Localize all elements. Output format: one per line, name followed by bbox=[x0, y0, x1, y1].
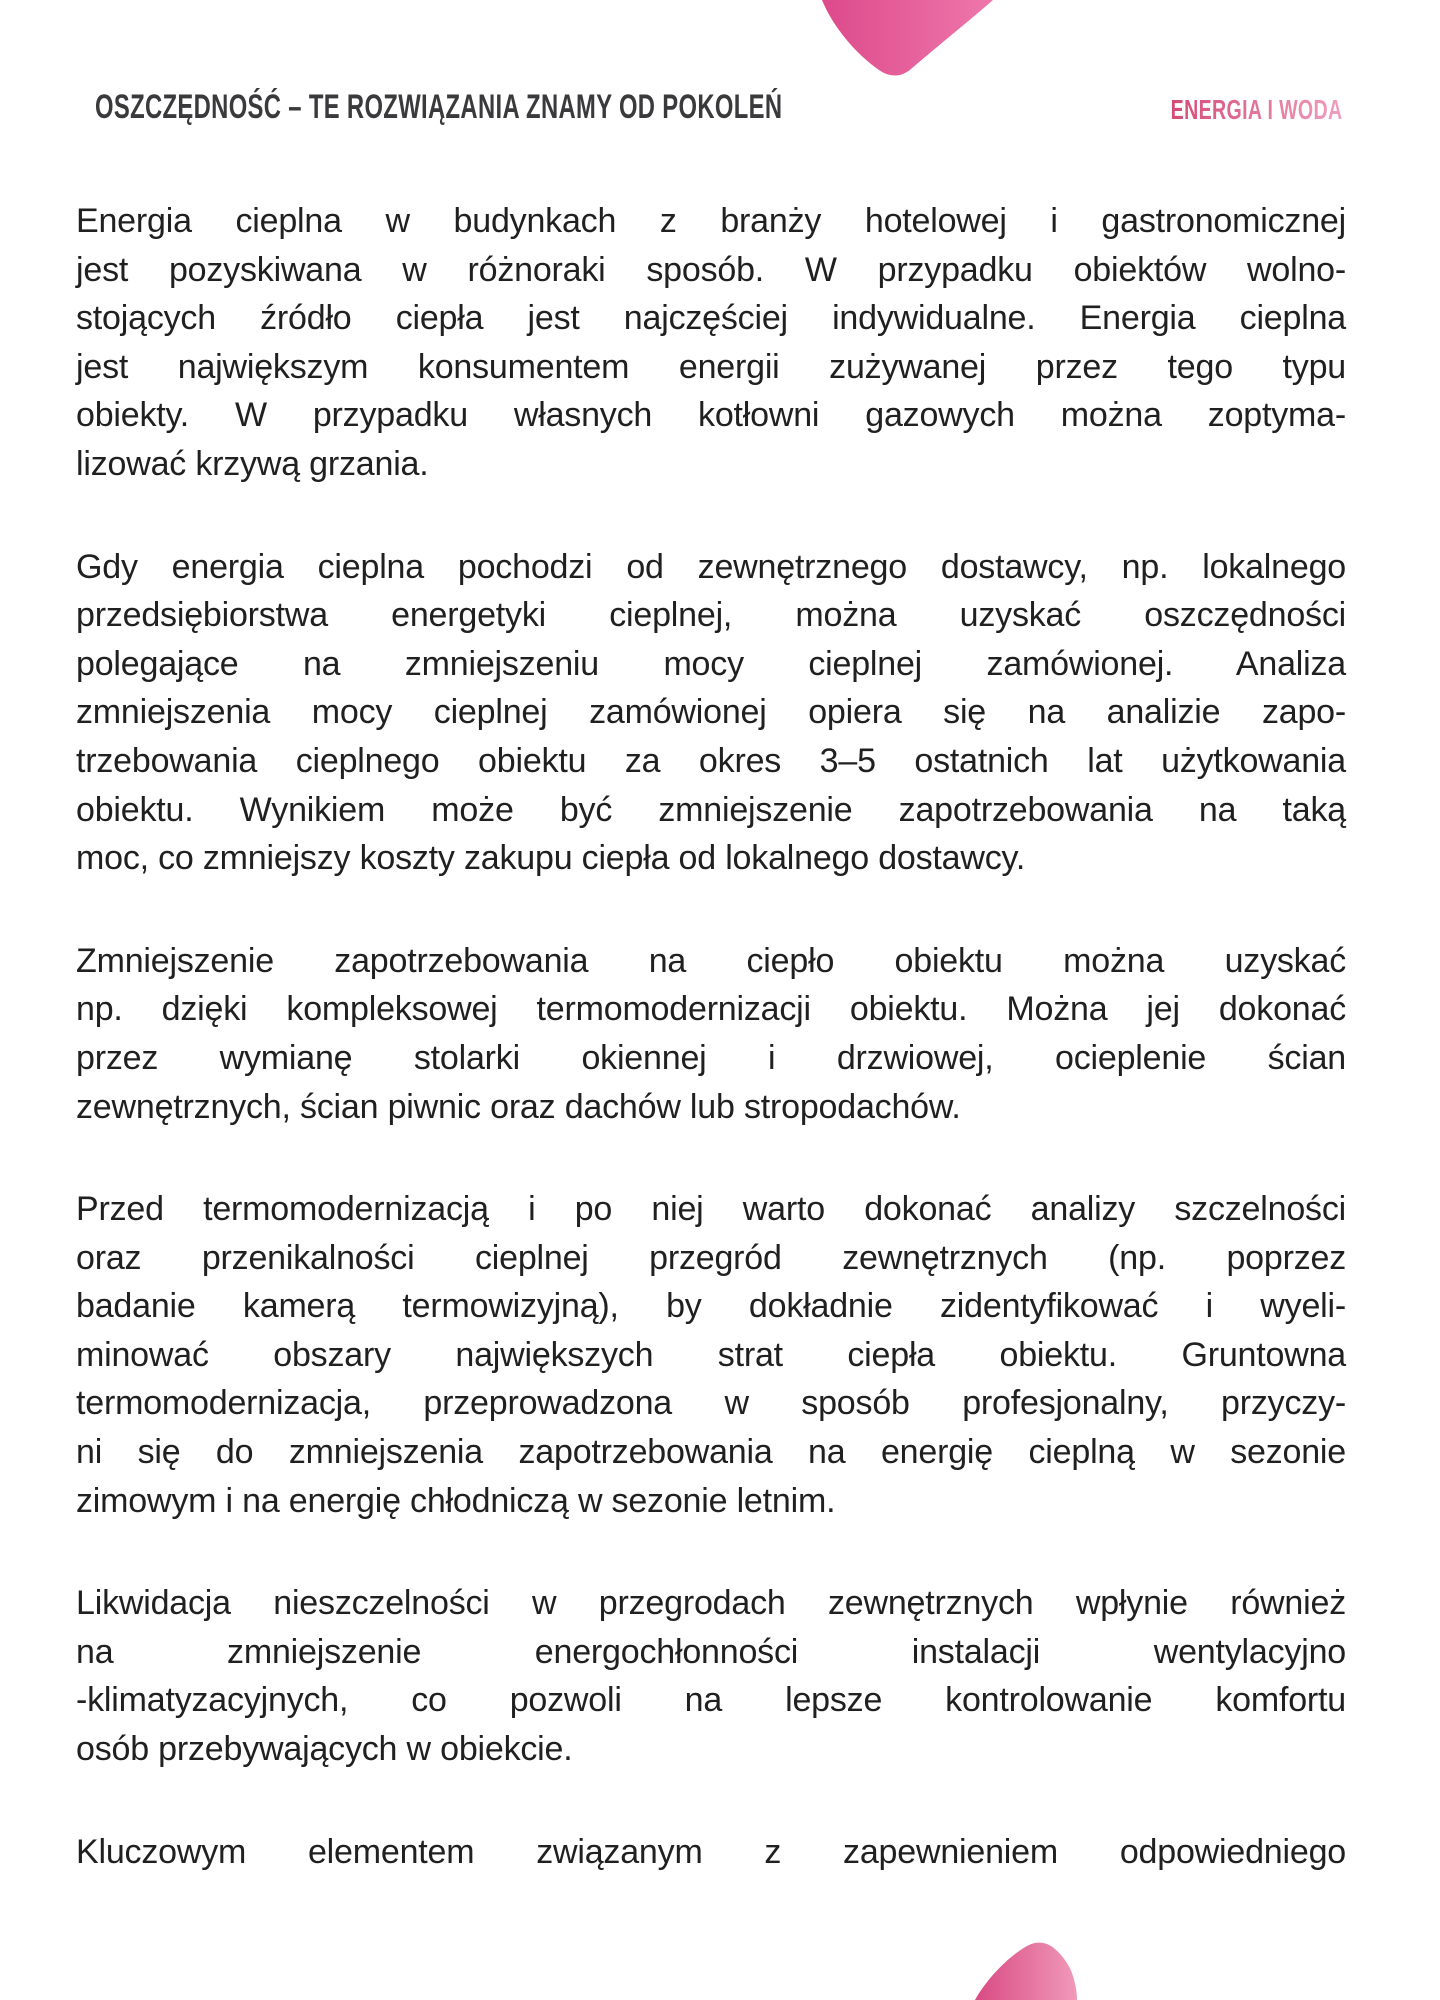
text-line: termomodernizacja, przeprowadzona w sposób profesjonalny, przyczy- bbox=[76, 1384, 1346, 1423]
page-header-right-title: ENERGIA I WODA bbox=[1171, 94, 1343, 125]
text-line: Gdy energia cieplna pochodzi od zewnętrznego dostawcy, np. lokalnego bbox=[76, 547, 1346, 586]
text-line: Likwidacja nieszczelności w przegrodach zewnętrznych wpłynie również bbox=[76, 1584, 1346, 1623]
text-line: Energia cieplna w budynkach z branży hotelowej i gastronomicznej bbox=[76, 202, 1346, 240]
petal-shape-bottom-icon bbox=[960, 1935, 1090, 2000]
text-line: badanie kamerą termowizyjną), by dokładnie zidentyfikować i wyeli- bbox=[76, 1287, 1346, 1326]
text-line: oraz przenikalności cieplnej przegród zewnętrznych (np. poprzez bbox=[76, 1238, 1346, 1277]
paragraph bbox=[76, 1828, 1346, 1877]
text-line: zmniejszenia mocy cieplnej zamówionej opiera się na analizie zapo- bbox=[76, 693, 1346, 732]
text-line: polegające na zmniejszeniu mocy cieplnej zamówionej. Analiza bbox=[76, 644, 1346, 683]
petal-shape-top-icon bbox=[800, 0, 1010, 95]
text-line: lizować krzywą grzania. bbox=[76, 444, 429, 483]
paragraph bbox=[76, 197, 1346, 489]
text-line: obiekty. W przypadku własnych kotłowni gazowych można zoptyma- bbox=[76, 396, 1346, 435]
paragraph bbox=[76, 543, 1346, 883]
text-line: np. dzięki kompleksowej termomodernizacji obiektu. Można jej dokonać bbox=[76, 990, 1346, 1029]
text-line: -klimatyzacyjnych, co pozwoli na lepsze kontrolowanie komfortu bbox=[76, 1681, 1346, 1720]
text-line: Zmniejszenie zapotrzebowania na ciepło obiektu można uzyskać bbox=[76, 941, 1346, 980]
paragraph bbox=[76, 1579, 1346, 1773]
text-line: minować obszary największych strat ciepła obiektu. Gruntowna bbox=[76, 1335, 1346, 1374]
text-line: Przed termomodernizacją i po niej warto dokonać analizy szczelności bbox=[76, 1190, 1346, 1229]
text-line: trzebowania cieplnego obiektu za okres 3–5 ostatnich lat użytkowania bbox=[76, 741, 1346, 780]
article-body bbox=[76, 197, 1346, 1930]
text-line: na zmniejszenie energochłonności instalacji wentylacyjno bbox=[76, 1632, 1346, 1671]
text-line: osób przebywających w obiekcie. bbox=[76, 1730, 573, 1769]
text-line: przedsiębiorstwa energetyki cieplnej, można uzyskać oszczędności bbox=[76, 596, 1346, 635]
text-line: jest największym konsumentem energii zużywanej przez tego typu bbox=[76, 347, 1346, 386]
paragraph bbox=[76, 937, 1346, 1131]
text-line: ni się do zmniejszenia zapotrzebowania na energię cieplną w sezonie bbox=[76, 1433, 1346, 1472]
text-line: Kluczowym elementem związanym z zapewnieniem odpowiedniego bbox=[76, 1832, 1346, 1871]
paragraph bbox=[76, 1185, 1346, 1525]
text-line: obiektu. Wynikiem może być zmniejszenie zapotrzebowania na taką bbox=[76, 790, 1346, 829]
text-line: jest pozyskiwana w różnoraki sposób. W przypadku obiektów wolno- bbox=[76, 250, 1346, 289]
page-header-left-title: OSZCZĘDNOŚĆ – TE ROZWIĄZANIA ZNAMY OD POKOLEŃ bbox=[95, 88, 783, 126]
text-line: moc, co zmniejszy koszty zakupu ciepła od lokalnego dostawcy. bbox=[76, 839, 1026, 878]
text-line: zimowym i na energię chłodniczą w sezonie letnim. bbox=[76, 1481, 836, 1520]
text-line: przez wymianę stolarki okiennej i drzwiowej, ocieplenie ścian bbox=[76, 1038, 1346, 1077]
text-line: zewnętrznych, ścian piwnic oraz dachów lub stropodachów. bbox=[76, 1087, 961, 1126]
text-line: stojących źródło ciepła jest najczęściej indywidualne. Energia cieplna bbox=[76, 299, 1346, 338]
